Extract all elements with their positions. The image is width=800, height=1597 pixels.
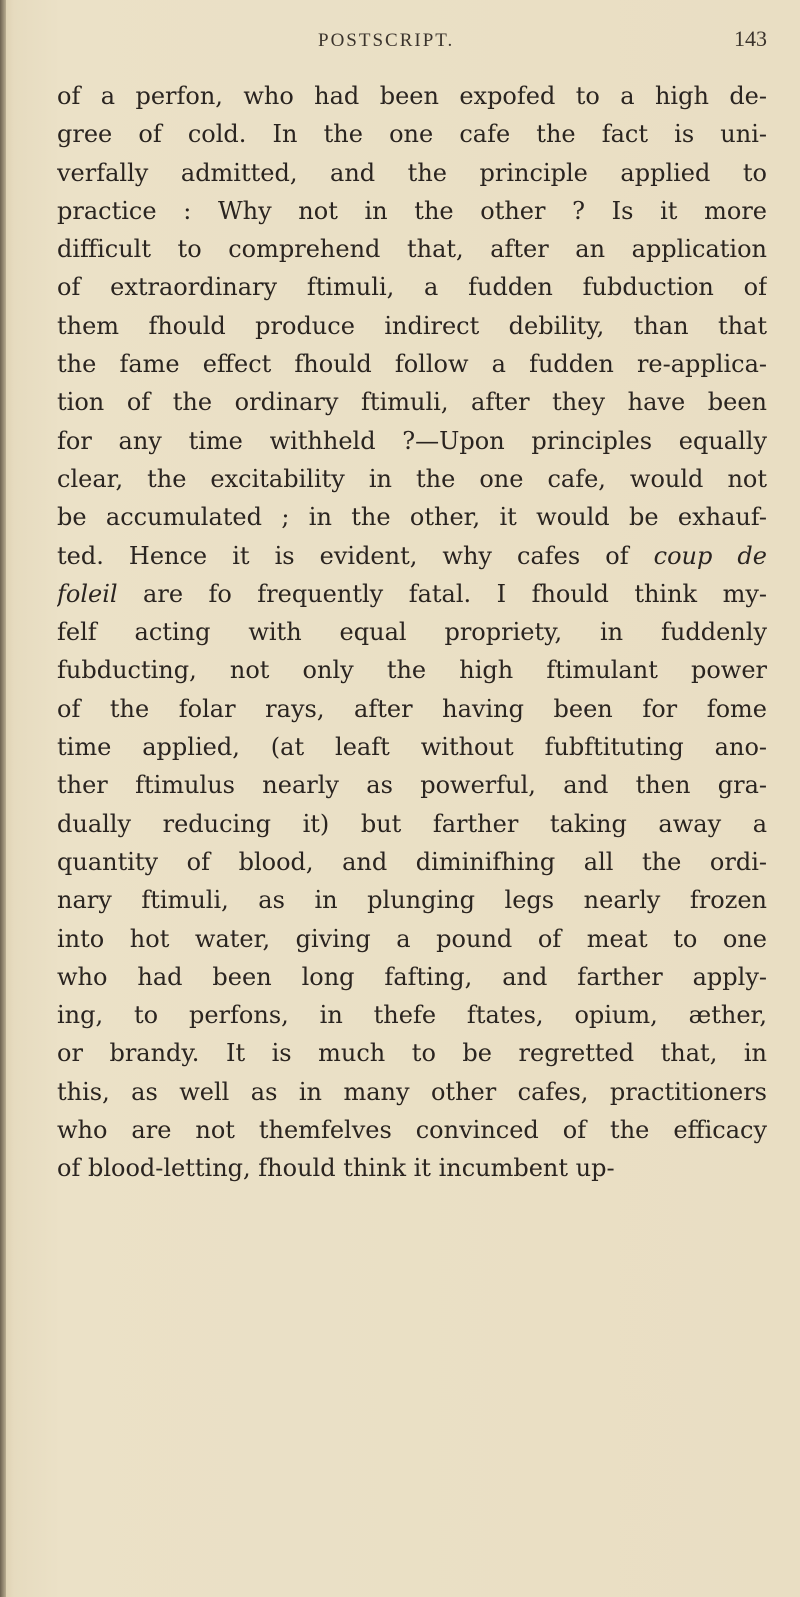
text-line: be accumulated ; in the other, it would be exhauf- [57,503,767,532]
italic-phrase: coup de [653,541,767,570]
text-line: of blood-letting, fhould think it incumbent up- [57,1154,615,1183]
text-line: into hot water, giving a pound of meat to one [57,924,767,953]
text-line: of a perfon, who had been expofed to a high de- [57,82,767,110]
text-line: who are not themfelves convinced of the efficacy [57,1116,767,1145]
page-gutter-shadow [0,0,6,1597]
text-line: for any time withheld ?—Upon principles equally [57,426,767,455]
text-line: ther ftimulus nearly as powerful, and then gra- [57,771,767,800]
page-number: 143 [734,26,767,51]
text-line: difficult to comprehend that, after an application [57,235,767,264]
running-head: POSTSCRIPT. [318,30,455,51]
text-line: fubducting, not only the high ftimulant power [57,656,767,685]
text-line: quantity of blood, and diminifhing all the ordi- [57,847,767,876]
text-line: clear, the excitability in the one cafe, would not [57,464,767,493]
text-line: ing, to perfons, in thefe ftates, opium, æther, [57,1001,767,1030]
page-header [0,18,800,68]
text-line: felf acting with equal propriety, in fuddenly [57,618,767,647]
text-line: verfally admitted, and the principle applied to [57,158,767,187]
text-line: of extraordinary ftimuli, a fudden fubduction of [57,273,767,302]
text-line: dually reducing it) but farther taking away a [57,809,767,838]
italic-phrase: foleil [57,579,118,608]
text-line: tion of the ordinary ftimuli, after they have been [57,388,767,417]
text-line: the fame effect fhould follow a fudden re-applica- [57,350,767,379]
text-line: of the folar rays, after having been for fome [57,694,767,723]
text-line: this, as well as in many other cafes, practitioners [57,1077,767,1106]
text-line: or brandy. It is much to be regretted that, in [57,1039,767,1068]
body-text [57,77,767,1188]
text-line: foleil are fo frequently fatal. I fhould think my- [57,579,767,608]
text-line: who had been long fafting, and farther apply- [57,962,767,991]
text-line: nary ftimuli, as in plunging legs nearly frozen [57,886,767,915]
text-line: them fhould produce indirect debility, than that [57,311,767,340]
text-line: practice : Why not in the other ? Is it more [57,196,767,225]
text-line: gree of cold. In the one cafe the fact is uni- [57,120,767,149]
text-line: ted. Hence it is evident, why cafes of coup de [57,541,767,570]
text-line: time applied, (at leaft without fubftituting ano- [57,733,767,762]
